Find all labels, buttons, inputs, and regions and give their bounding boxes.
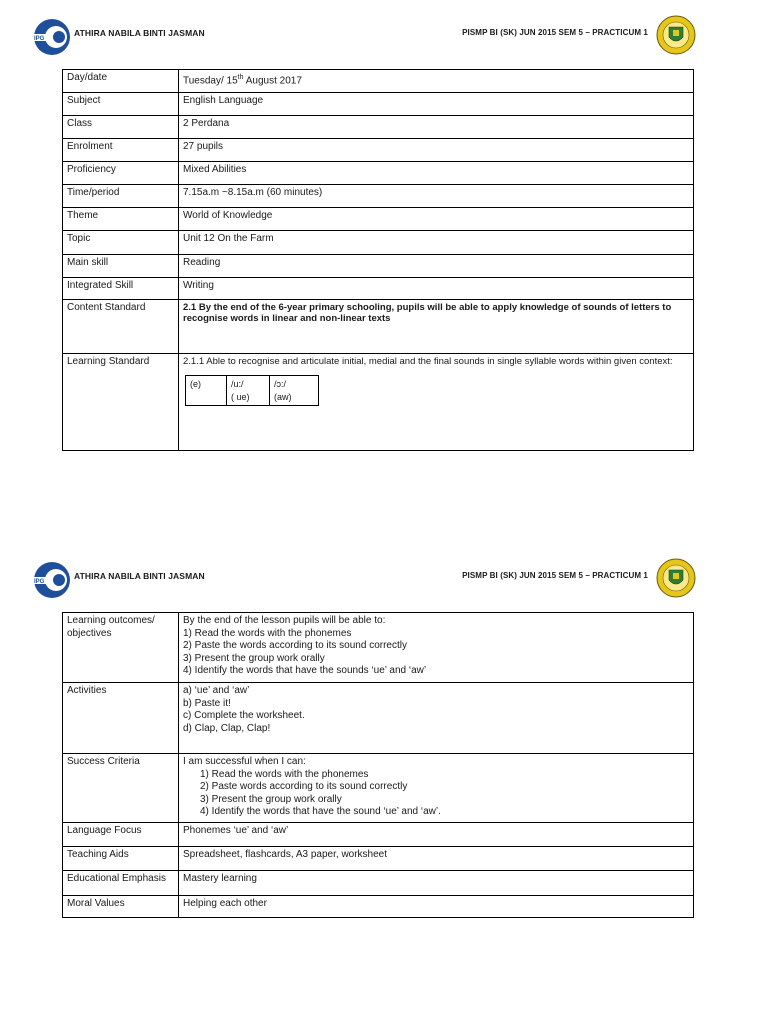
table-row xyxy=(63,162,694,185)
table-row xyxy=(63,823,694,847)
list-item: a) ‘ue’ and ‘aw’ xyxy=(183,685,250,696)
table-row xyxy=(63,847,694,871)
phoneme-symbol: /u:/ xyxy=(231,379,244,389)
row-value: Phonemes ‘ue’ and ‘aw’ xyxy=(179,823,694,847)
row-label: Language Focus xyxy=(63,823,179,847)
school-crest-icon xyxy=(656,558,696,598)
row-value: Mixed Abilities xyxy=(179,162,694,185)
table-row xyxy=(63,93,694,116)
row-value: 27 pupils xyxy=(179,139,694,162)
phoneme-cell xyxy=(227,376,270,406)
list-item: c) Complete the worksheet. xyxy=(183,710,305,721)
table-row xyxy=(63,255,694,278)
success-intro: I am successful when I can: xyxy=(183,756,306,767)
row-value xyxy=(179,754,694,823)
row-label: Activities xyxy=(63,683,179,754)
row-value: Unit 12 On the Farm xyxy=(179,231,694,255)
activities-list xyxy=(183,685,689,735)
outcomes-intro: By the end of the lesson pupils will be able to: xyxy=(183,615,386,626)
table-row xyxy=(63,896,694,918)
row-value xyxy=(179,683,694,754)
outcomes-list xyxy=(183,628,689,678)
date-text: Tuesday/ 15 xyxy=(183,75,238,87)
row-label: Teaching Aids xyxy=(63,847,179,871)
table-row xyxy=(63,613,694,683)
row-value: Writing xyxy=(179,278,694,300)
row-label: Main skill xyxy=(63,255,179,278)
row-value: 7.15a.m ~8.15a.m (60 minutes) xyxy=(179,185,694,208)
list-item: 4) Identify the words that have the sound ‘ue’ and ‘aw’. xyxy=(200,806,441,817)
page-header xyxy=(30,558,698,604)
list-item: 2) Paste words according to its sound correctly xyxy=(200,781,408,792)
institute-logo-icon xyxy=(30,17,70,57)
table-row xyxy=(63,754,694,823)
table-row xyxy=(63,139,694,162)
row-label: Learning Standard xyxy=(63,354,179,451)
list-item: 3) Present the group work orally xyxy=(183,652,325,664)
row-value xyxy=(179,70,694,93)
table-row xyxy=(63,683,694,754)
phoneme-symbol: /ɔ:/ xyxy=(274,379,287,389)
svg-text:IPG: IPG xyxy=(34,579,45,585)
list-item: 2) Paste the words according to its sound correctly xyxy=(183,640,407,651)
phoneme-cell xyxy=(270,376,319,406)
row-value: World of Knowledge xyxy=(179,208,694,231)
row-value: English Language xyxy=(179,93,694,116)
row-label: Integrated Skill xyxy=(63,278,179,300)
row-label: Learning outcomes/ objectives xyxy=(63,613,179,683)
row-value: 2 Perdana xyxy=(179,116,694,139)
row-label: Moral Values xyxy=(63,896,179,918)
row-value xyxy=(179,613,694,683)
date-suffix: th xyxy=(237,74,244,81)
row-value: Spreadsheet, flashcards, A3 paper, worksheet xyxy=(179,847,694,871)
row-label: Enrolment xyxy=(63,139,179,162)
row-label: Class xyxy=(63,116,179,139)
learning-standard-text: 2.1.1 Able to recognise and articulate initial, medial and the final sounds in single syllable words within given context: xyxy=(183,356,673,367)
success-list xyxy=(183,769,689,819)
row-value xyxy=(179,354,694,451)
date-tail: August 2017 xyxy=(243,75,302,87)
svg-text:IPG: IPG xyxy=(34,36,45,42)
table-row xyxy=(63,231,694,255)
row-label: Subject xyxy=(63,93,179,116)
row-label: Proficiency xyxy=(63,162,179,185)
row-label: Topic xyxy=(63,231,179,255)
list-item: d) Clap, Clap, Clap! xyxy=(183,722,271,734)
school-crest-icon xyxy=(656,15,696,55)
list-item: 4) Identify the words that have the sounds ‘ue’ and ‘aw’ xyxy=(183,665,427,676)
table-row xyxy=(63,116,694,139)
author-name: ATHIRA NABILA BINTI JASMAN xyxy=(74,571,205,581)
row-value: Mastery learning xyxy=(179,871,694,896)
list-item: 3) Present the group work orally xyxy=(200,793,342,805)
phoneme-symbol: (e) xyxy=(190,379,201,389)
page-header xyxy=(30,15,698,61)
list-item: 1) Read the words with the phonemes xyxy=(200,768,369,780)
course-title: PISMP BI (SK) JUN 2015 SEM 5 – PRACTICUM 1 xyxy=(462,571,648,580)
list-item: 1) Read the words with the phonemes xyxy=(183,627,352,639)
lesson-plan-table xyxy=(62,612,694,918)
row-label: Success Criteria xyxy=(63,754,179,823)
row-label: Content Standard xyxy=(63,300,179,354)
row-label: Theme xyxy=(63,208,179,231)
table-row xyxy=(63,70,694,93)
lesson-info-table xyxy=(62,69,694,451)
author-name: ATHIRA NABILA BINTI JASMAN xyxy=(74,28,205,38)
list-item: b) Paste it! xyxy=(183,697,231,709)
row-label: Educational Emphasis xyxy=(63,871,179,896)
table-row xyxy=(63,354,694,451)
row-value: Helping each other xyxy=(179,896,694,918)
table-row xyxy=(63,278,694,300)
row-label: Time/period xyxy=(63,185,179,208)
row-label: Day/date xyxy=(63,70,179,93)
phoneme-spelling: ( ue) xyxy=(231,391,250,402)
table-row xyxy=(63,208,694,231)
phoneme-cell xyxy=(186,376,227,406)
table-row xyxy=(63,871,694,896)
table-row xyxy=(63,300,694,354)
phoneme-spelling: (aw) xyxy=(274,391,292,402)
institute-logo-icon xyxy=(30,560,70,600)
table-row xyxy=(63,185,694,208)
phoneme-table xyxy=(185,375,319,406)
row-value: Reading xyxy=(179,255,694,278)
content-standard-text: 2.1 By the end of the 6-year primary schooling, pupils will be able to apply knowledge of sounds of letters to recognise words in linear and non-linear texts xyxy=(179,300,694,354)
course-title: PISMP BI (SK) JUN 2015 SEM 5 – PRACTICUM 1 xyxy=(462,28,648,37)
